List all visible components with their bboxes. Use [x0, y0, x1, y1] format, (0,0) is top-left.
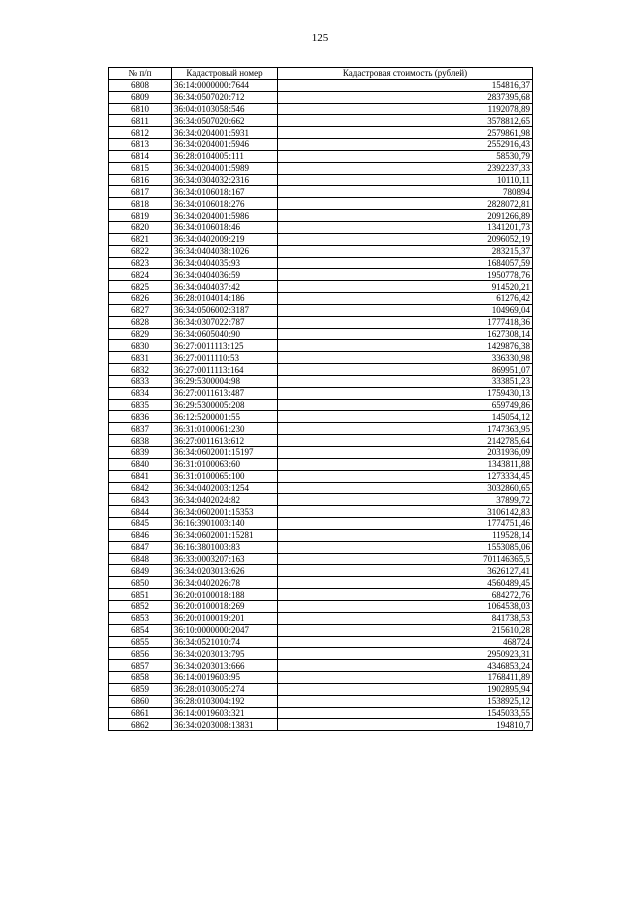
column-header-cadastral-value: Кадастровая стоимость (рублей) — [278, 68, 533, 80]
table-row — [109, 636, 533, 648]
table-row — [109, 435, 533, 447]
cadastral-number-cell: 36:27:0011113:125 — [172, 340, 278, 352]
cadastral-value-cell: 194810,7 — [278, 719, 533, 731]
table-row — [109, 506, 533, 518]
table-row — [109, 328, 533, 340]
cadastral-value-cell: 1747363,95 — [278, 423, 533, 435]
cadastral-value-cell: 1343811,88 — [278, 458, 533, 470]
cadastral-value-cell: 659749,86 — [278, 399, 533, 411]
table-header-row — [109, 68, 533, 80]
row-number-cell: 6852 — [109, 600, 172, 612]
cadastral-number-cell: 36:34:0507020:712 — [172, 91, 278, 103]
table-row — [109, 281, 533, 293]
cadastral-value-cell: 1768411,89 — [278, 672, 533, 684]
table-row — [109, 221, 533, 233]
table-row — [109, 518, 533, 530]
cadastral-number-cell: 36:28:0103004:192 — [172, 695, 278, 707]
cadastral-value-cell: 2142785,64 — [278, 435, 533, 447]
table-row — [109, 245, 533, 257]
row-number-cell: 6816 — [109, 174, 172, 186]
row-number-cell: 6808 — [109, 79, 172, 91]
column-header-number: № п/п — [109, 68, 172, 80]
cadastral-value-cell: 1950778,76 — [278, 269, 533, 281]
row-number-cell: 6844 — [109, 506, 172, 518]
cadastral-value-table — [108, 67, 533, 731]
row-number-cell: 6827 — [109, 304, 172, 316]
row-number-cell: 6860 — [109, 695, 172, 707]
cadastral-value-cell: 2031936,09 — [278, 447, 533, 459]
cadastral-number-cell: 36:28:0104014:186 — [172, 293, 278, 305]
table-row — [109, 624, 533, 636]
cadastral-number-cell: 36:10:0000000:2047 — [172, 624, 278, 636]
cadastral-number-cell: 36:34:0605040:90 — [172, 328, 278, 340]
cadastral-number-cell: 36:27:0011613:487 — [172, 387, 278, 399]
cadastral-number-cell: 36:28:0103005:274 — [172, 683, 278, 695]
cadastral-value-cell: 1341201,73 — [278, 221, 533, 233]
cadastral-number-cell: 36:34:0106018:167 — [172, 186, 278, 198]
cadastral-number-cell: 36:12:5200001:55 — [172, 411, 278, 423]
cadastral-number-cell: 36:34:0402009:219 — [172, 233, 278, 245]
row-number-cell: 6837 — [109, 423, 172, 435]
row-number-cell: 6846 — [109, 529, 172, 541]
cadastral-value-cell: 1545033,55 — [278, 707, 533, 719]
row-number-cell: 6819 — [109, 210, 172, 222]
cadastral-number-cell: 36:33:0003207:163 — [172, 553, 278, 565]
cadastral-number-cell: 36:34:0506002:3187 — [172, 304, 278, 316]
cadastral-value-cell: 1902895,94 — [278, 683, 533, 695]
cadastral-value-cell: 283215,37 — [278, 245, 533, 257]
cadastral-value-cell: 3578812,65 — [278, 115, 533, 127]
row-number-cell: 6839 — [109, 447, 172, 459]
cadastral-value-cell: 2392237,33 — [278, 162, 533, 174]
row-number-cell: 6815 — [109, 162, 172, 174]
table-row — [109, 210, 533, 222]
row-number-cell: 6813 — [109, 139, 172, 151]
table-row — [109, 304, 533, 316]
cadastral-number-cell: 36:34:0404036:59 — [172, 269, 278, 281]
cadastral-value-cell: 3106142,83 — [278, 506, 533, 518]
cadastral-number-cell: 36:34:0203013:666 — [172, 660, 278, 672]
cadastral-value-cell: 2091266,89 — [278, 210, 533, 222]
cadastral-value-cell: 2950923,31 — [278, 648, 533, 660]
row-number-cell: 6812 — [109, 127, 172, 139]
cadastral-value-cell: 2096052,19 — [278, 233, 533, 245]
cadastral-number-cell: 36:31:0100063:60 — [172, 458, 278, 470]
table-row — [109, 79, 533, 91]
cadastral-value-cell: 333851,23 — [278, 375, 533, 387]
cadastral-number-cell: 36:14:0019603:95 — [172, 672, 278, 684]
row-number-cell: 6848 — [109, 553, 172, 565]
row-number-cell: 6842 — [109, 482, 172, 494]
cadastral-value-cell: 336330,98 — [278, 352, 533, 364]
cadastral-number-cell: 36:34:0402026:78 — [172, 577, 278, 589]
cadastral-number-cell: 36:28:0104005:111 — [172, 150, 278, 162]
cadastral-value-cell: 3032860,65 — [278, 482, 533, 494]
cadastral-number-cell: 36:34:0507020:662 — [172, 115, 278, 127]
table-row — [109, 423, 533, 435]
cadastral-number-cell: 36:34:0602001:15281 — [172, 529, 278, 541]
row-number-cell: 6811 — [109, 115, 172, 127]
table-row — [109, 387, 533, 399]
page-number: 125 — [311, 32, 329, 44]
table-row — [109, 494, 533, 506]
cadastral-number-cell: 36:16:3801003:83 — [172, 541, 278, 553]
row-number-cell: 6820 — [109, 221, 172, 233]
table-row — [109, 127, 533, 139]
row-number-cell: 6823 — [109, 257, 172, 269]
row-number-cell: 6832 — [109, 364, 172, 376]
table-row — [109, 589, 533, 601]
table-row — [109, 198, 533, 210]
table-row — [109, 375, 533, 387]
table-row — [109, 399, 533, 411]
cadastral-value-cell: 1759430,13 — [278, 387, 533, 399]
row-number-cell: 6817 — [109, 186, 172, 198]
cadastral-number-cell: 36:31:0100061:230 — [172, 423, 278, 435]
row-number-cell: 6838 — [109, 435, 172, 447]
table-row — [109, 719, 533, 731]
row-number-cell: 6822 — [109, 245, 172, 257]
cadastral-value-cell: 1538925,12 — [278, 695, 533, 707]
table-row — [109, 257, 533, 269]
row-number-cell: 6862 — [109, 719, 172, 731]
table-row — [109, 541, 533, 553]
row-number-cell: 6851 — [109, 589, 172, 601]
cadastral-number-cell: 36:29:5300005:208 — [172, 399, 278, 411]
cadastral-number-cell: 36:27:0011113:164 — [172, 364, 278, 376]
table-row — [109, 316, 533, 328]
cadastral-number-cell: 36:27:0011613:612 — [172, 435, 278, 447]
cadastral-number-cell: 36:34:0307022:787 — [172, 316, 278, 328]
table-row — [109, 648, 533, 660]
row-number-cell: 6850 — [109, 577, 172, 589]
row-number-cell: 6859 — [109, 683, 172, 695]
row-number-cell: 6855 — [109, 636, 172, 648]
cadastral-number-cell: 36:34:0521010:74 — [172, 636, 278, 648]
cadastral-value-cell: 4346853,24 — [278, 660, 533, 672]
cadastral-number-cell: 36:20:0100019:201 — [172, 612, 278, 624]
cadastral-number-cell: 36:34:0602001:15197 — [172, 447, 278, 459]
table-row — [109, 364, 533, 376]
cadastral-number-cell: 36:34:0404037:42 — [172, 281, 278, 293]
row-number-cell: 6814 — [109, 150, 172, 162]
cadastral-value-cell: 1064538,03 — [278, 600, 533, 612]
row-number-cell: 6825 — [109, 281, 172, 293]
row-number-cell: 6853 — [109, 612, 172, 624]
table-row — [109, 91, 533, 103]
row-number-cell: 6826 — [109, 293, 172, 305]
cadastral-value-cell: 119528,14 — [278, 529, 533, 541]
table-body — [109, 79, 533, 730]
cadastral-value-cell: 1774751,46 — [278, 518, 533, 530]
cadastral-value-cell: 1429876,38 — [278, 340, 533, 352]
table-row — [109, 660, 533, 672]
row-number-cell: 6854 — [109, 624, 172, 636]
table-row — [109, 411, 533, 423]
cadastral-value-cell: 1627308,14 — [278, 328, 533, 340]
cadastral-number-cell: 36:34:0602001:15353 — [172, 506, 278, 518]
cadastral-value-cell: 145054,12 — [278, 411, 533, 423]
cadastral-value-cell: 468724 — [278, 636, 533, 648]
table-row — [109, 352, 533, 364]
cadastral-value-cell: 1553085,06 — [278, 541, 533, 553]
row-number-cell: 6831 — [109, 352, 172, 364]
cadastral-number-cell: 36:34:0402024:82 — [172, 494, 278, 506]
cadastral-number-cell: 36:34:0106018:276 — [172, 198, 278, 210]
cadastral-value-cell: 2579861,98 — [278, 127, 533, 139]
cadastral-value-cell: 4560489,45 — [278, 577, 533, 589]
cadastral-number-cell: 36:16:3901003:140 — [172, 518, 278, 530]
cadastral-number-cell: 36:14:0000000:7644 — [172, 79, 278, 91]
cadastral-number-cell: 36:29:5300004:98 — [172, 375, 278, 387]
row-number-cell: 6821 — [109, 233, 172, 245]
row-number-cell: 6830 — [109, 340, 172, 352]
table-row — [109, 150, 533, 162]
cadastral-value-cell: 914520,21 — [278, 281, 533, 293]
row-number-cell: 6849 — [109, 565, 172, 577]
row-number-cell: 6828 — [109, 316, 172, 328]
cadastral-number-cell: 36:04:0103058:546 — [172, 103, 278, 115]
table-row — [109, 482, 533, 494]
cadastral-value-cell: 154816,37 — [278, 79, 533, 91]
column-header-cadastral-number: Кадастровый номер — [172, 68, 278, 80]
cadastral-value-cell: 780894 — [278, 186, 533, 198]
cadastral-number-cell: 36:27:0011110:53 — [172, 352, 278, 364]
cadastral-number-cell: 36:20:0100018:188 — [172, 589, 278, 601]
cadastral-value-cell: 684272,76 — [278, 589, 533, 601]
row-number-cell: 6858 — [109, 672, 172, 684]
row-number-cell: 6829 — [109, 328, 172, 340]
row-number-cell: 6856 — [109, 648, 172, 660]
row-number-cell: 6840 — [109, 458, 172, 470]
cadastral-value-cell: 2837395,68 — [278, 91, 533, 103]
cadastral-number-cell: 36:34:0204001:5989 — [172, 162, 278, 174]
row-number-cell: 6818 — [109, 198, 172, 210]
cadastral-number-cell: 36:34:0203013:626 — [172, 565, 278, 577]
table-row — [109, 600, 533, 612]
cadastral-value-cell: 3626127,41 — [278, 565, 533, 577]
cadastral-number-cell: 36:34:0204001:5931 — [172, 127, 278, 139]
cadastral-value-cell: 215610,28 — [278, 624, 533, 636]
row-number-cell: 6857 — [109, 660, 172, 672]
cadastral-value-cell: 841738,53 — [278, 612, 533, 624]
cadastral-value-cell: 10110,11 — [278, 174, 533, 186]
row-number-cell: 6835 — [109, 399, 172, 411]
cadastral-value-cell: 1684057,59 — [278, 257, 533, 269]
table-row — [109, 695, 533, 707]
cadastral-value-cell: 701146365,5 — [278, 553, 533, 565]
cadastral-number-cell: 36:34:0204001:5986 — [172, 210, 278, 222]
table-row — [109, 672, 533, 684]
table-row — [109, 139, 533, 151]
cadastral-value-cell: 37899,72 — [278, 494, 533, 506]
cadastral-number-cell: 36:34:0203008:13831 — [172, 719, 278, 731]
row-number-cell: 6824 — [109, 269, 172, 281]
row-number-cell: 6809 — [109, 91, 172, 103]
table-row — [109, 470, 533, 482]
table-row — [109, 162, 533, 174]
table-row — [109, 683, 533, 695]
cadastral-value-cell: 1192078,89 — [278, 103, 533, 115]
row-number-cell: 6861 — [109, 707, 172, 719]
cadastral-value-cell: 2552916,43 — [278, 139, 533, 151]
row-number-cell: 6845 — [109, 518, 172, 530]
table-row — [109, 186, 533, 198]
table-row — [109, 553, 533, 565]
cadastral-number-cell: 36:14:0019603:321 — [172, 707, 278, 719]
table-row — [109, 529, 533, 541]
row-number-cell: 6841 — [109, 470, 172, 482]
row-number-cell: 6836 — [109, 411, 172, 423]
cadastral-number-cell: 36:34:0402003:1254 — [172, 482, 278, 494]
row-number-cell: 6847 — [109, 541, 172, 553]
cadastral-number-cell: 36:34:0203013:795 — [172, 648, 278, 660]
cadastral-value-cell: 869951,07 — [278, 364, 533, 376]
table-row — [109, 612, 533, 624]
table-row — [109, 293, 533, 305]
row-number-cell: 6834 — [109, 387, 172, 399]
cadastral-value-cell: 1273334,45 — [278, 470, 533, 482]
table-row — [109, 577, 533, 589]
table-row — [109, 565, 533, 577]
cadastral-value-cell: 61276,42 — [278, 293, 533, 305]
cadastral-value-cell: 104969,04 — [278, 304, 533, 316]
cadastral-number-cell: 36:31:0100065:100 — [172, 470, 278, 482]
table-row — [109, 233, 533, 245]
table-row — [109, 707, 533, 719]
table-row — [109, 458, 533, 470]
cadastral-value-cell: 1777418,36 — [278, 316, 533, 328]
row-number-cell: 6843 — [109, 494, 172, 506]
table-row — [109, 447, 533, 459]
cadastral-number-cell: 36:34:0304032:2316 — [172, 174, 278, 186]
table-row — [109, 115, 533, 127]
cadastral-number-cell: 36:20:0100018:269 — [172, 600, 278, 612]
table-row — [109, 103, 533, 115]
table-row — [109, 269, 533, 281]
cadastral-value-cell: 2828072,81 — [278, 198, 533, 210]
table-row — [109, 340, 533, 352]
cadastral-number-cell: 36:34:0404035:93 — [172, 257, 278, 269]
cadastral-value-cell: 58530,79 — [278, 150, 533, 162]
row-number-cell: 6810 — [109, 103, 172, 115]
cadastral-number-cell: 36:34:0106018:46 — [172, 221, 278, 233]
row-number-cell: 6833 — [109, 375, 172, 387]
cadastral-number-cell: 36:34:0204001:5946 — [172, 139, 278, 151]
cadastral-number-cell: 36:34:0404038:1026 — [172, 245, 278, 257]
table-row — [109, 174, 533, 186]
